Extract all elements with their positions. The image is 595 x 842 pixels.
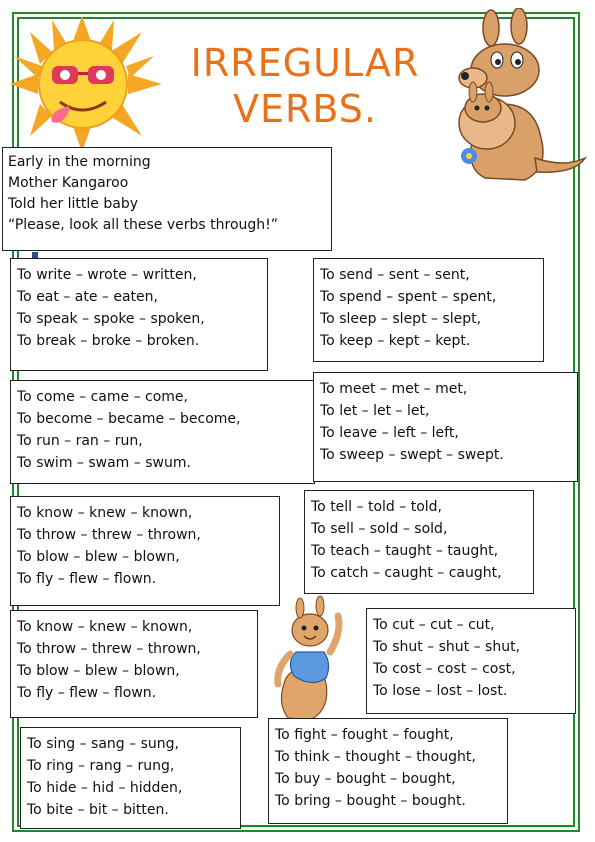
verb-box-9 bbox=[20, 727, 241, 829]
verb-line: To spend – spent – spent, bbox=[320, 289, 497, 305]
verb-line: To sweep – swept – swept. bbox=[320, 447, 504, 463]
verb-line: To lose – lost – lost. bbox=[373, 683, 508, 699]
verb-line: To write – wrote – written, bbox=[17, 267, 197, 283]
verb-line: To sing – sang – sung, bbox=[27, 736, 179, 752]
verb-line: To teach – taught – taught, bbox=[311, 543, 499, 559]
verb-line: To swim – swam – swum. bbox=[17, 455, 191, 471]
verb-line: To cut – cut – cut, bbox=[373, 617, 495, 633]
verb-line: To leave – left – left, bbox=[320, 425, 459, 441]
poem-line: “Please, look all these verbs through!” bbox=[8, 217, 279, 233]
verb-box-10 bbox=[268, 718, 508, 824]
page-title bbox=[170, 40, 440, 132]
verb-line: To cost – cost – cost, bbox=[373, 661, 516, 677]
verb-box-4 bbox=[313, 372, 578, 482]
verb-line: To run – ran – run, bbox=[17, 433, 143, 449]
verb-box-7 bbox=[10, 610, 258, 718]
verb-line: To send – sent – sent, bbox=[320, 267, 470, 283]
verb-line: To buy – bought – bought, bbox=[275, 771, 456, 787]
verb-line: To fly – flew – flown. bbox=[17, 571, 157, 587]
verb-box-3 bbox=[10, 380, 315, 484]
verb-line: To tell – told – told, bbox=[311, 499, 442, 515]
verb-line: To keep – kept – kept. bbox=[320, 333, 471, 349]
verb-line: To eat – ate – eaten, bbox=[17, 289, 158, 305]
verb-line: To know – knew – known, bbox=[17, 505, 193, 521]
verb-line: To fly – flew – flown. bbox=[17, 685, 157, 701]
verb-line: To let – let – let, bbox=[320, 403, 430, 419]
verb-line: To bring – bought – bought. bbox=[275, 793, 466, 809]
verb-line: To hide – hid – hidden, bbox=[27, 780, 183, 796]
verb-line: To shut – shut – shut, bbox=[373, 639, 521, 655]
verb-box-8 bbox=[366, 608, 576, 714]
verb-line: To come – came – come, bbox=[17, 389, 188, 405]
verb-line: To know – knew – known, bbox=[17, 619, 193, 635]
verb-line: To blow – blew – blown, bbox=[17, 549, 180, 565]
verb-box-2 bbox=[313, 258, 544, 362]
verb-line: To sleep – slept – slept, bbox=[320, 311, 482, 327]
title-line-1: IRREGULAR bbox=[190, 41, 420, 85]
verb-line: To throw – threw – thrown, bbox=[17, 641, 201, 657]
kangaroo-baby-illustration bbox=[268, 592, 348, 722]
verb-box-5 bbox=[10, 496, 280, 606]
sun-illustration bbox=[2, 14, 172, 154]
verb-line: To fight – fought – fought, bbox=[275, 727, 454, 743]
verb-line: To think – thought – thought, bbox=[275, 749, 476, 765]
verb-line: To sell – sold – sold, bbox=[311, 521, 448, 537]
verb-line: To speak – spoke – spoken, bbox=[17, 311, 205, 327]
verb-line: To catch – caught – caught, bbox=[311, 565, 502, 581]
verb-line: To break – broke – broken. bbox=[17, 333, 200, 349]
verb-line: To blow – blew – blown, bbox=[17, 663, 180, 679]
poem-line: Early in the morning bbox=[8, 154, 151, 170]
verb-line: To throw – threw – thrown, bbox=[17, 527, 201, 543]
poem-line: Mother Kangaroo bbox=[8, 175, 129, 191]
title-line-2: VERBS. bbox=[232, 87, 377, 131]
verb-line: To bite – bit – bitten. bbox=[27, 802, 169, 818]
poem-line: Told her little baby bbox=[8, 196, 139, 212]
verb-line: To meet – met – met, bbox=[320, 381, 468, 397]
poem-box bbox=[2, 147, 332, 251]
verb-line: To ring – rang – rung, bbox=[27, 758, 175, 774]
verb-line: To become – became – become, bbox=[17, 411, 241, 427]
verb-box-1 bbox=[10, 258, 268, 371]
kangaroo-mother-illustration bbox=[425, 8, 590, 188]
verb-box-6 bbox=[304, 490, 534, 594]
